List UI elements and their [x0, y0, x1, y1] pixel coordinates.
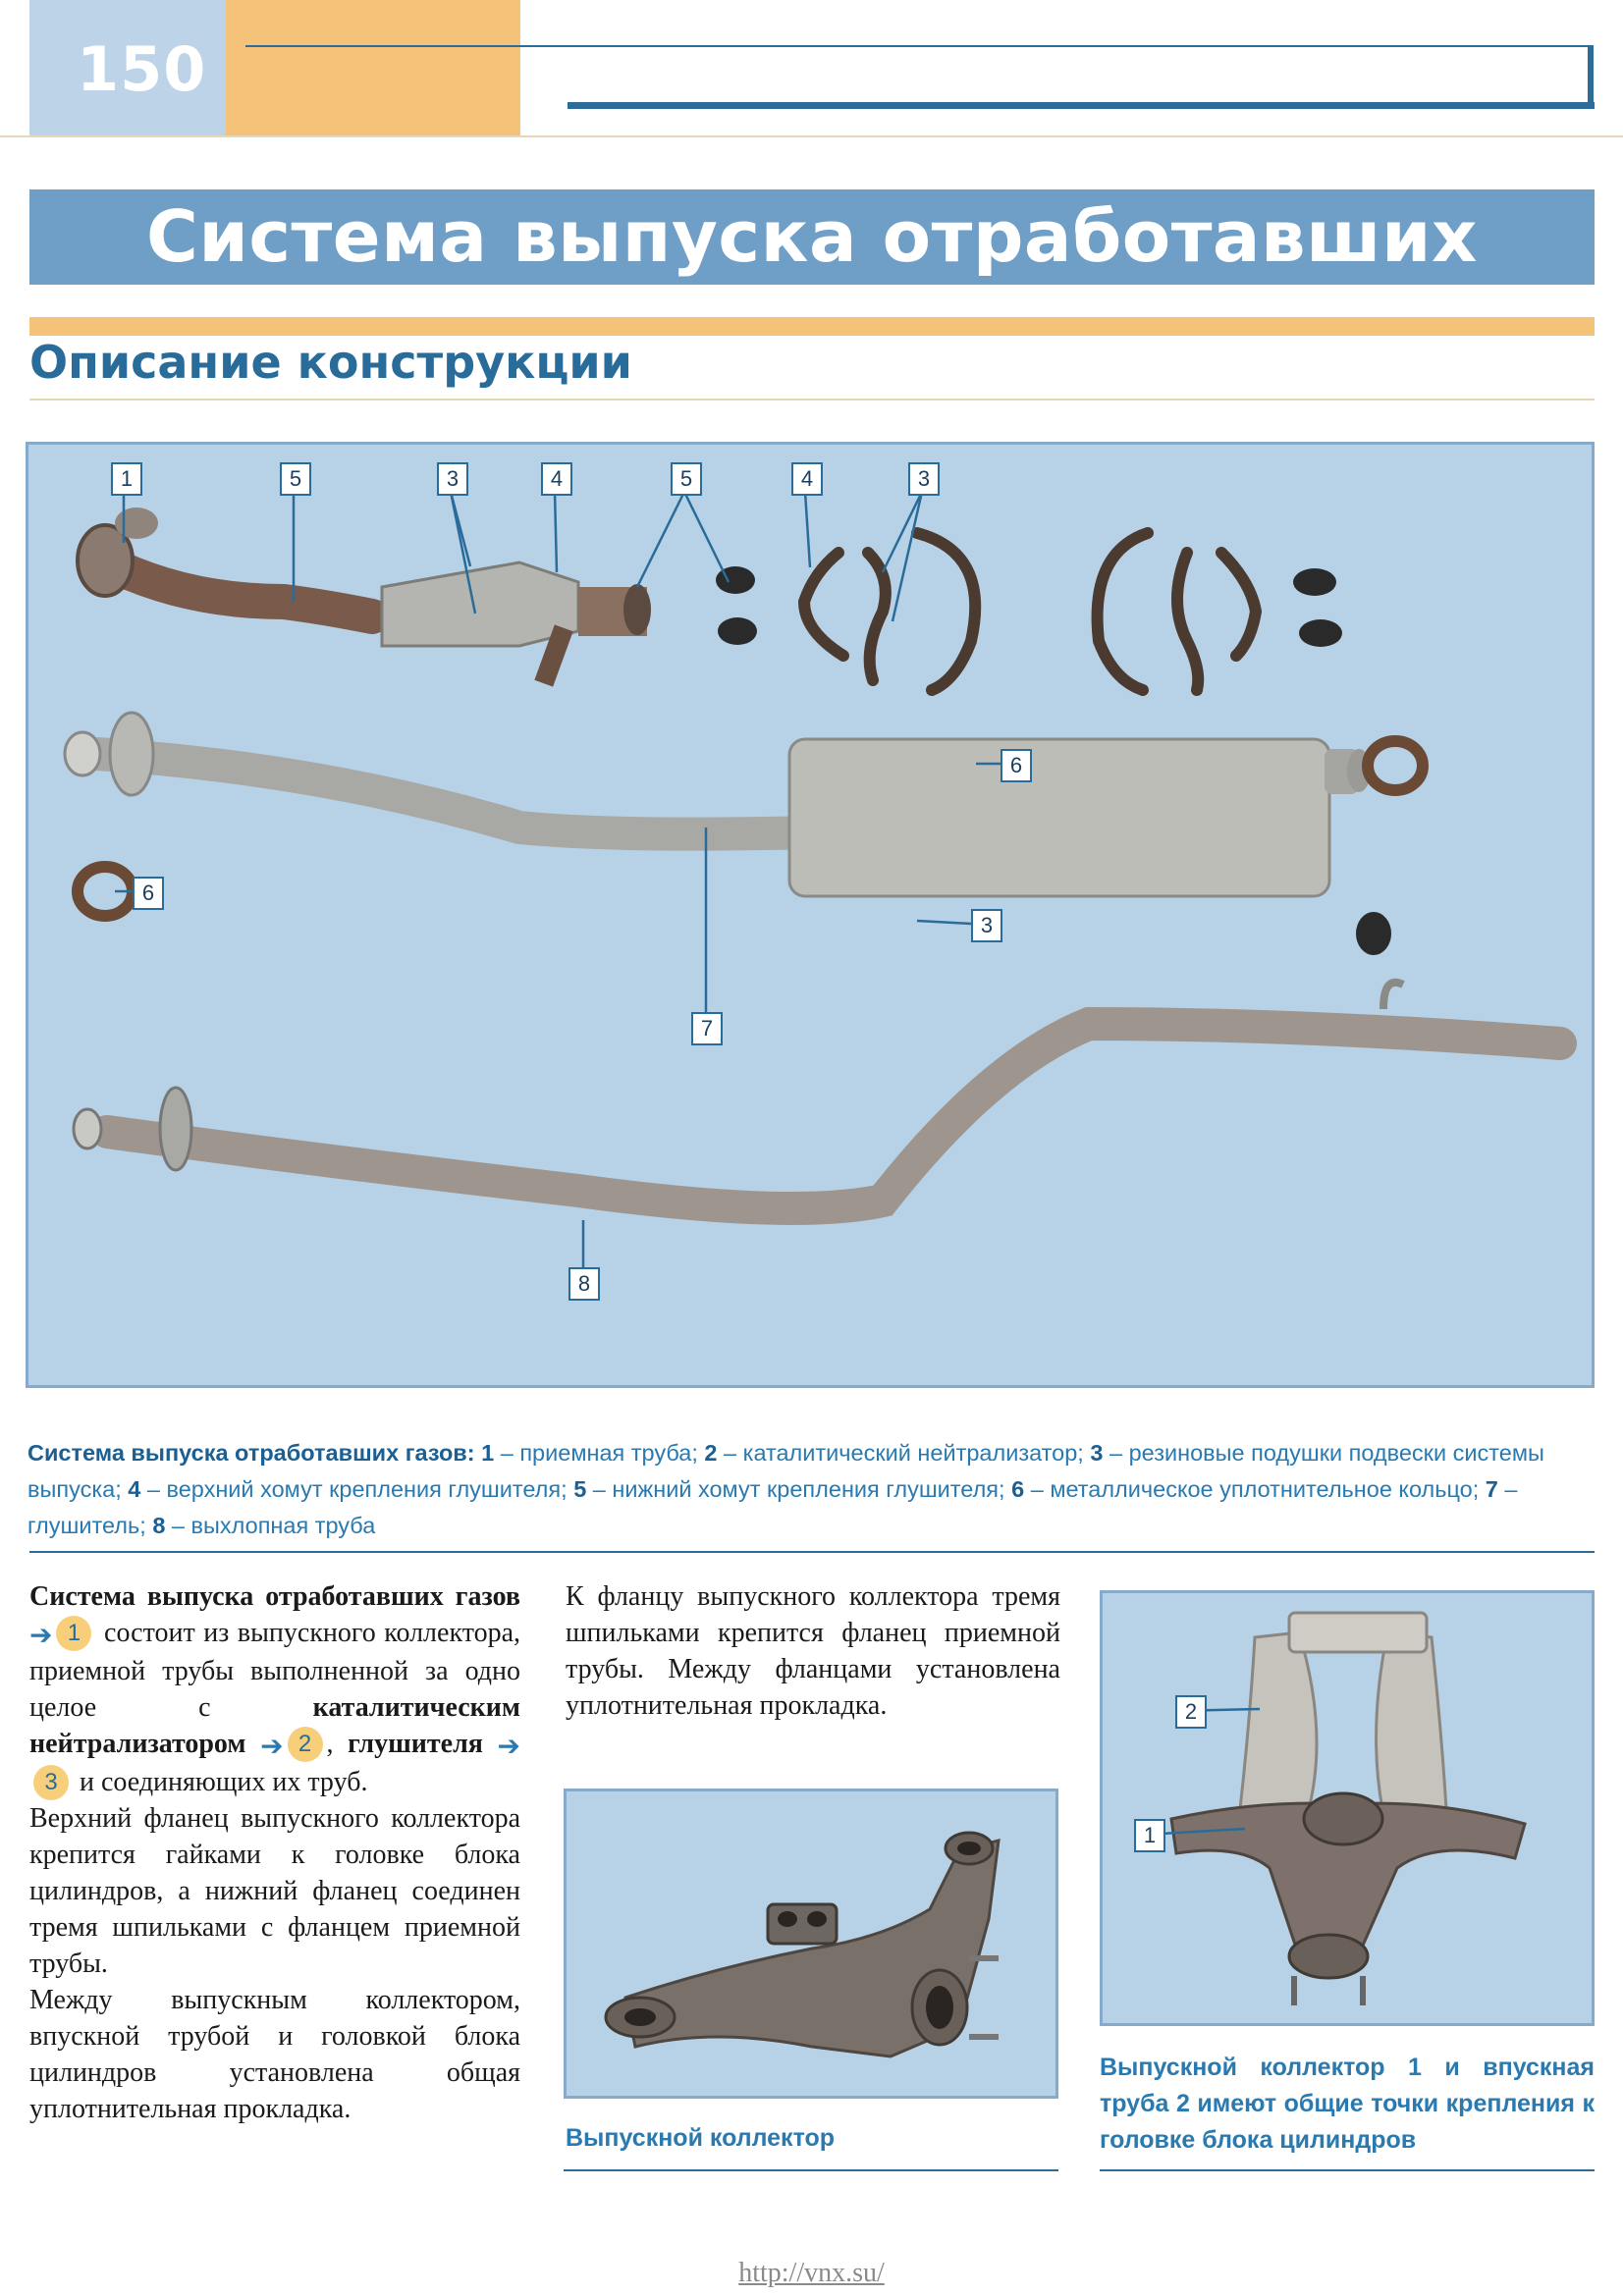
callout-7: 7: [691, 1012, 723, 1045]
page-number: 150: [77, 33, 207, 105]
paragraph-2: Верхний фланец выпускного коллектора крепится гайками к головке блока цилиндров, а нижний фланец соединен тремя шпильками с фланцем приемной трубы.: [29, 1803, 520, 1980]
callout-6: 6: [1001, 749, 1032, 782]
ref-badge-1: 1: [56, 1616, 91, 1651]
exhaust-manifold-caption: Выпускной коллектор: [566, 2124, 836, 2152]
manifold-intake-caption: Выпускной коллектор 1 и впускная труба 2 имеют общие точки крепления к головке блока цилиндров: [1100, 2054, 1595, 2154]
section-underline: [29, 399, 1595, 400]
front-pipe-part: [78, 507, 651, 687]
ref-badge-3: 3: [33, 1765, 69, 1800]
muffler-assembly: [65, 713, 1371, 896]
footer-url[interactable]: http://vnx.su/: [738, 2258, 885, 2288]
exhaust-manifold-drawing: [567, 1791, 1055, 2096]
callout-3c: 3: [971, 909, 1002, 942]
arrow-icon: ➔: [29, 1619, 53, 1652]
callout-4b: 4: [791, 462, 823, 496]
exhaust-manifold-photo: [564, 1789, 1058, 2099]
exhaust-parts-drawing: [28, 445, 1592, 1385]
arrow-icon: ➔: [497, 1730, 521, 1763]
page-title: Система выпуска отработавших: [146, 195, 1478, 278]
callout-1-manifold: 1: [1134, 1819, 1165, 1852]
clamps-part: [804, 533, 1256, 690]
exhaust-system-photo: [26, 442, 1595, 1388]
header-orange-block: [226, 0, 520, 135]
callout-6b: 6: [133, 877, 164, 910]
ref-badge-2: 2: [288, 1727, 323, 1762]
body-column-1: Система выпуска отработавших газов ➔ 1 состоит из выпускного коллектора, приемной трубы выполненной за одно целое с каталитическим нейтрализатором ➔ 2 , глушителя ➔3 и соединяющих их труб. Верхний фланец выпускного коллектора крепится гайками к головке блока цилиндров, а нижний фланец соединен тремя шпильками с фланцем приемной трубы. Между выпускным коллектором, впускной трубой и головкой блока цилиндров установлена общая уплотнительная прокладка.: [29, 1581, 521, 2125]
callout-8: 8: [568, 1267, 600, 1301]
section-title: Описание конструкции: [29, 336, 632, 389]
callout-5: 5: [280, 462, 311, 496]
manifold-and-intake-photo: [1100, 1590, 1595, 2026]
caption-rule-3: [1100, 2169, 1595, 2171]
callout-3: 3: [437, 462, 468, 496]
header-bottom-line: [0, 135, 1623, 137]
manifold-and-intake-drawing: [1103, 1593, 1592, 2023]
paragraph-3: Между выпускным коллектором, впускной трубой и головкой блока цилиндров установлена общая уплотнительная прокладка.: [29, 1985, 520, 2125]
caption-rule: [29, 1551, 1595, 1553]
rubber-cushions-right: [1293, 568, 1342, 647]
tail-pipe-part: [74, 983, 1560, 1208]
figure-caption: Система выпуска отработавших газов: 1 – приемная труба; 2 – каталитический нейтрализатор; 3 – резиновые подушки подвески системы выпуска; 4 – верхний хомут крепления глушителя; 5 – нижний хомут крепления глушителя; 6 – металлическое уплотнительное кольцо; 7 – глушитель; 8 – выхлопная труба: [27, 1440, 1544, 1538]
callout-1: 1: [111, 462, 142, 496]
callout-3b: 3: [908, 462, 940, 496]
callout-5b: 5: [671, 462, 702, 496]
header-rule-thick: [568, 102, 1595, 109]
callout-4: 4: [541, 462, 572, 496]
caption-lead: Система выпуска отработавших газов:: [27, 1440, 475, 1466]
section-strip: [29, 317, 1595, 336]
callout-2: 2: [1175, 1695, 1207, 1729]
header-rule-thin: [245, 45, 1593, 47]
body-column-2: К фланцу выпускного коллектора тремя шпильками крепится фланец приемной трубы. Между фланцами установлена уплотнительная прокладка.: [566, 1581, 1060, 1721]
caption-rule-2: [564, 2169, 1058, 2171]
header-rule-cap: [1588, 45, 1594, 109]
rubber-cushions-left: [716, 566, 757, 645]
arrow-icon: ➔: [260, 1730, 284, 1763]
